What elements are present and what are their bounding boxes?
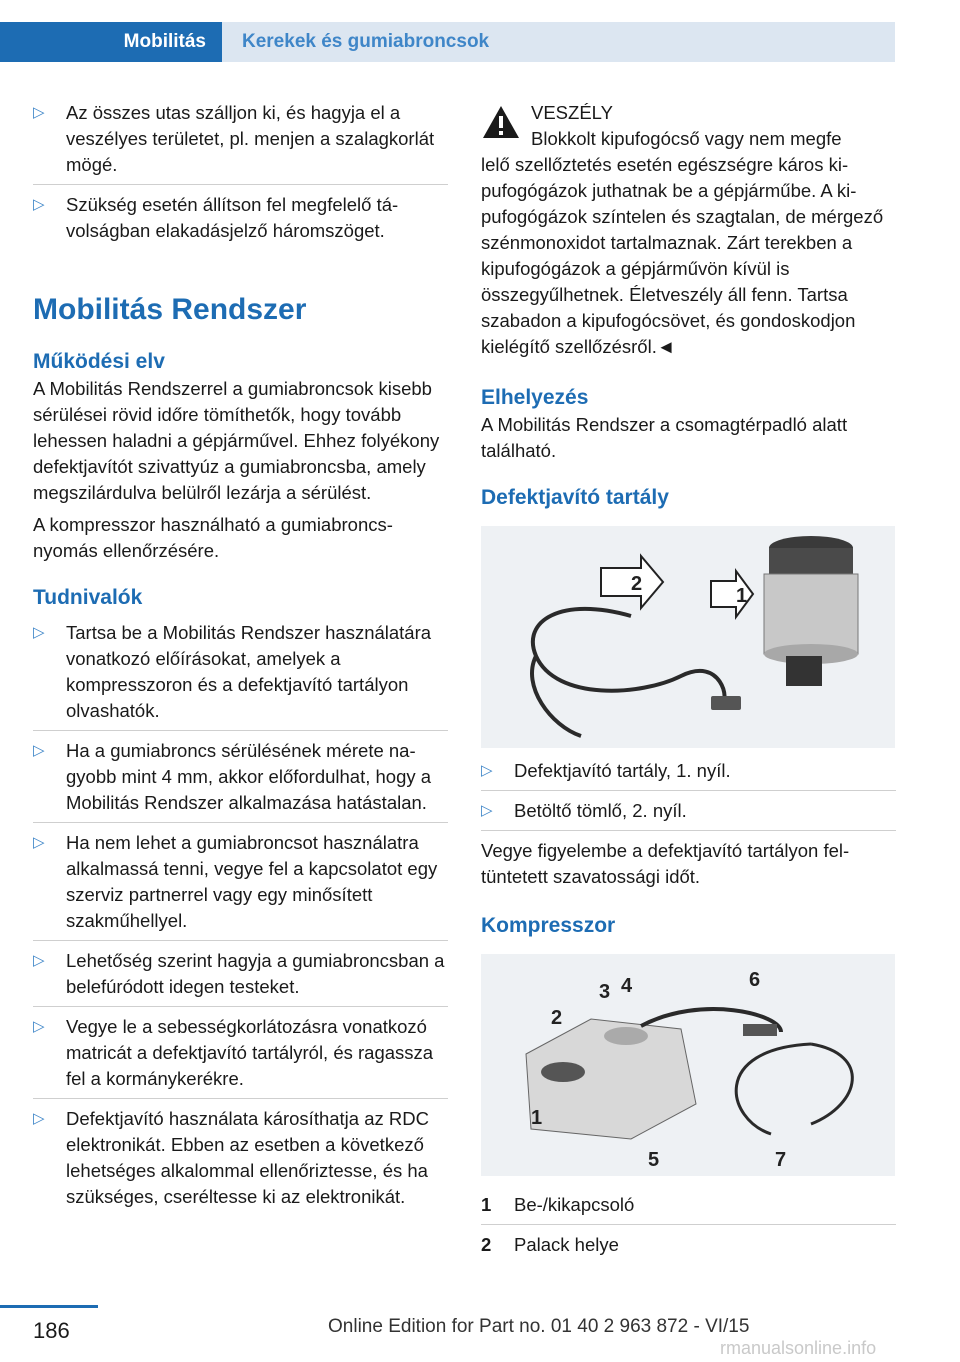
triangle-bullet-icon: ▷ <box>33 742 45 759</box>
figure-label: 7 <box>775 1149 787 1171</box>
warning-text: lelő szellőztetés esetén egészségre káros kipufogógázok juthatnak be a gépjárműbe. A kipufogógázok színtelen és szagtalan, de mérgező szénmonoxidot tartalmaznak. Zárt terekben a kipufogógázok a gépjárművön kívül is összegyűlhetnek. Életveszély áll fenn. Tartsa szabadon a kipufogócsövet, és gondoskodjon kielégítő szellőzésről.◄ <box>481 154 884 357</box>
warning-triangle-icon <box>481 104 521 140</box>
triangle-bullet-icon: ▷ <box>33 1110 45 1127</box>
list-item: ▷ Szükség esetén állítson fel megfelelő távolságban elakadásjelző háromszöget. <box>33 194 399 241</box>
watermark: rmanualsonline.info <box>720 1338 877 1358</box>
figure-label: 2 <box>551 1007 563 1029</box>
footer-rule <box>0 1305 98 1308</box>
list-item: ▷ Defektjavító tartály, 1. nyíl. <box>481 758 896 791</box>
list-item: ▷ Tartsa be a Mobilitás Rendszer használatára vonatkozó előírásokat, amelyek a kompresszoron és a defektjavító tartályon olvashatók. <box>33 620 448 731</box>
right-column <box>481 100 896 1271</box>
sealant-container-figure <box>481 526 895 748</box>
list-item: ▷ Az összes utas szálljon ki, és hagyja el a veszélyes területet, pl. menjen a szalagkorlát mögé. <box>33 100 448 185</box>
edition-text: Online Edition for Part no. 01 40 2 963 872 - VI/15 <box>328 1316 750 1337</box>
warning-first-line: Blokkolt kipufogócső vagy nem megfe <box>531 128 842 149</box>
container-heading: Defektjavító tartály <box>481 486 669 509</box>
list-item: ▷ Betöltő tömlő, 2. nyíl. <box>481 798 896 831</box>
list-item: ▷ Ha a gumiabroncs sérülésének mérete nagyobb mint 4 mm, akkor előfordulhat, hogy a Mobilitás Rendszer alkalmazása hatástalan. <box>33 738 448 823</box>
section-tab: Mobilitás <box>0 22 222 62</box>
figure-label: 5 <box>648 1149 660 1171</box>
compressor-heading: Kompresszor <box>481 914 616 937</box>
principle-paragraph: A Mobilitás Rendszerrel a gumiabroncsok kisebb sérülései rövid időre tömíthetők, hogy tovább lehessen haladni a gépjárművel. Ehhez folyékony defektjavítót szivattyúz a gumiabroncsba, amely megszilárdulva belülről lezárja a sérülést. <box>33 378 440 503</box>
notes-heading: Tudnivalók <box>33 586 143 609</box>
triangle-bullet-icon: ▷ <box>33 834 45 851</box>
section-title: Mobilitás Rendszer <box>33 293 307 326</box>
triangle-bullet-icon: ▷ <box>33 624 45 641</box>
compressor-parts-list <box>481 1192 896 1264</box>
figure-label: 6 <box>749 969 761 991</box>
principle-paragraph-2: A kompresszor használható a gumiabroncsnyomás ellenőrzésére. <box>33 514 393 561</box>
list-item: 1 Be-/kikapcsoló <box>481 1192 896 1225</box>
left-column <box>33 100 448 1216</box>
figure-label: 2 <box>631 573 643 595</box>
triangle-bullet-icon: ▷ <box>481 802 493 819</box>
figure-label: 4 <box>621 975 633 997</box>
triangle-bullet-icon: ▷ <box>33 1018 45 1035</box>
figure-label: 3 <box>599 981 611 1003</box>
location-text: A Mobilitás Rendszer a csomagtérpadló alatt található. <box>481 414 848 461</box>
list-item: ▷ Lehetőség szerint hagyja a gumiabroncsban a belefúródott idegen testeket. <box>33 948 448 1007</box>
page-header <box>0 22 895 62</box>
warning-title: VESZÉLY <box>531 102 613 123</box>
triangle-bullet-icon: ▷ <box>33 104 45 121</box>
triangle-bullet-icon: ▷ <box>33 952 45 969</box>
page-number: 186 <box>33 1318 70 1343</box>
figure-label: 1 <box>736 585 748 607</box>
list-item: ▷ Defektjavító használata károsíthatja az RDC elektronikát. Ebben az esetben a következő lehetséges alkalommal ellenőriztesse, és ha szükséges, cseréltesse ki az elektronikát. <box>33 1108 429 1207</box>
location-heading: Elhelyezés <box>481 386 589 409</box>
triangle-bullet-icon: ▷ <box>33 196 45 213</box>
list-item: 2 Palack helye <box>481 1234 619 1255</box>
list-item: ▷ Vegye le a sebességkorlátozásra vonatkozó matricát a defektjavító tartályról, és ragassza fel a kormánykerékre. <box>33 1014 448 1099</box>
sealant-container-illustration <box>481 526 895 748</box>
compressor-illustration <box>481 954 895 1176</box>
container-note: Vegye figyelembe a defektjavító tartályon feltüntetett szavatossági időt. <box>481 840 850 887</box>
compressor-figure <box>481 954 895 1176</box>
triangle-bullet-icon: ▷ <box>481 762 493 779</box>
principle-heading: Működési elv <box>33 350 165 373</box>
warning-box <box>481 100 896 360</box>
figure-label: 1 <box>531 1107 543 1129</box>
subsection-tab: Kerekek és gumiabroncsok <box>222 22 895 62</box>
list-item: ▷ Ha nem lehet a gumiabroncsot használatra alkalmassá tenni, vegye fel a kapcsolatot egy szerviz partnerrel vagy egy minősített szakműhellyel. <box>33 830 448 941</box>
